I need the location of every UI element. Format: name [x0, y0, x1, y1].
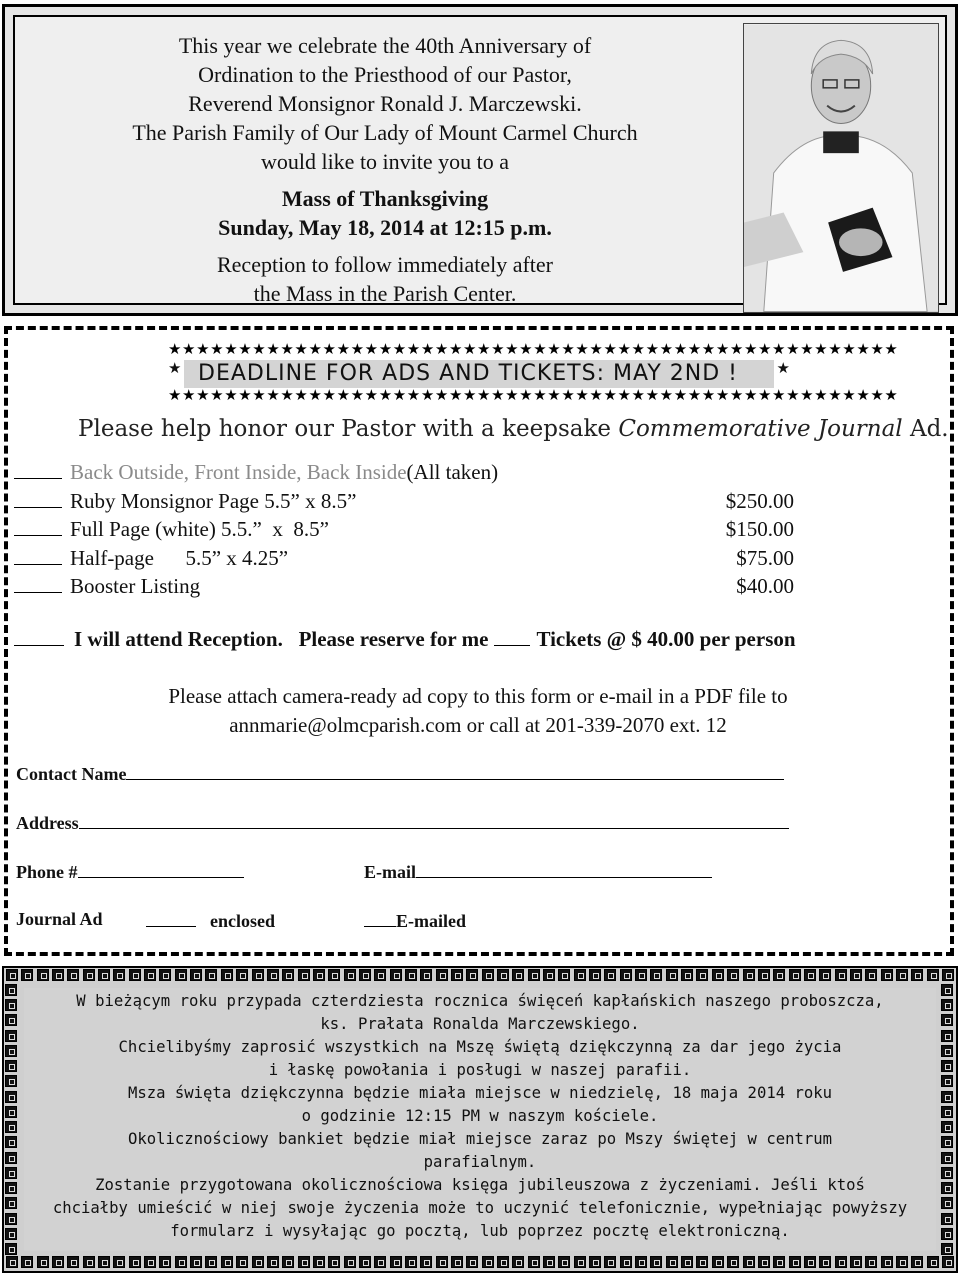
border-ornament-icon — [267, 1256, 279, 1268]
border-ornament-icon — [927, 969, 939, 981]
border-ornament-icon — [574, 969, 586, 981]
border-ornament-icon — [129, 1256, 141, 1268]
border-ornament-icon — [6, 1256, 18, 1268]
border-ornament-icon — [129, 969, 141, 981]
decorative-border-right — [941, 984, 955, 1255]
border-ornament-icon — [650, 1256, 662, 1268]
mass-date: Sunday, May 18, 2014 at 12:15 p.m. — [218, 215, 552, 240]
tickets-text: Tickets @ $ 40.00 per person — [536, 627, 796, 651]
border-ornament-icon — [927, 1256, 939, 1268]
border-ornament-icon — [5, 999, 17, 1011]
address-label: Address — [16, 813, 79, 833]
border-ornament-icon — [696, 1256, 708, 1268]
ad-option-row — [14, 572, 814, 601]
border-ornament-icon — [727, 1256, 739, 1268]
ad-options-list — [14, 458, 814, 601]
border-ornament-icon — [941, 1243, 953, 1255]
invitation-line: Ordination to the Priesthood of our Pastor, — [198, 62, 572, 87]
border-ornament-icon — [5, 984, 17, 996]
ad-option-row — [14, 515, 814, 544]
reception-attendance-row — [14, 626, 796, 652]
invitation-inner-frame — [13, 15, 947, 305]
star-icon: ★ — [776, 361, 790, 377]
border-ornament-icon — [5, 1197, 17, 1209]
border-ornament-icon — [5, 1060, 17, 1072]
border-ornament-icon — [528, 1256, 540, 1268]
border-ornament-icon — [420, 1256, 432, 1268]
border-ornament-icon — [374, 969, 386, 981]
border-ornament-icon — [911, 969, 923, 981]
enclosed-blank[interactable] — [146, 909, 196, 927]
contact-name-label: Contact Name — [16, 764, 127, 784]
journal-ad-order-form — [4, 326, 954, 956]
border-ornament-icon — [819, 969, 831, 981]
polish-line: Chcielibyśmy zaprosić wszystkich na Mszę świętą dziękczynną za dar jego życia — [118, 1038, 842, 1056]
border-ornament-icon — [681, 1256, 693, 1268]
ad-option-price: $150.00 — [725, 517, 794, 541]
border-ornament-icon — [37, 1256, 49, 1268]
border-ornament-icon — [221, 969, 233, 981]
border-ornament-icon — [451, 1256, 463, 1268]
journal-ad-heading — [78, 416, 949, 442]
ad-option-label: Ruby Monsignor Page 5.5” x 8.5” — [70, 488, 357, 513]
star-border-bottom: ★★★★★★★★★★★★★★★★★★★★★★★★★★★★★★★★★★★★★★★★★★★★★★★★★★★★ — [168, 388, 899, 404]
attach-instructions — [8, 682, 948, 740]
invitation-box — [2, 4, 958, 316]
border-ornament-icon — [881, 1256, 893, 1268]
polish-line: Okolicznościowy bankiet będzie miał miejsce zaraz po Mszy świętej w centrum — [127, 1130, 833, 1148]
border-ornament-icon — [52, 1256, 64, 1268]
ticket-count-blank[interactable] — [494, 626, 530, 646]
polish-line: parafialnym. — [423, 1153, 537, 1171]
border-ornament-icon — [83, 1256, 95, 1268]
border-ornament-icon — [635, 969, 647, 981]
ad-option-price: $40.00 — [736, 574, 794, 598]
border-ornament-icon — [543, 1256, 555, 1268]
decorative-border-left — [5, 984, 19, 1255]
email-input[interactable] — [416, 860, 712, 878]
attend-checkbox-blank[interactable] — [14, 626, 64, 646]
border-ornament-icon — [589, 1256, 601, 1268]
border-ornament-icon — [67, 969, 79, 981]
border-ornament-icon — [758, 969, 770, 981]
address-input[interactable] — [79, 811, 789, 829]
deadline-text: DEADLINE FOR ADS AND TICKETS: MAY 2ND ! — [184, 360, 774, 388]
border-ornament-icon — [5, 1152, 17, 1164]
ad-checkbox-blank[interactable] — [14, 459, 62, 479]
border-ornament-icon — [451, 969, 463, 981]
border-ornament-icon — [236, 969, 248, 981]
journal-ad-field — [16, 909, 103, 930]
border-ornament-icon — [941, 1213, 953, 1225]
border-ornament-icon — [205, 969, 217, 981]
border-ornament-icon — [5, 1014, 17, 1026]
border-ornament-icon — [727, 969, 739, 981]
border-ornament-icon — [5, 1045, 17, 1057]
border-ornament-icon — [5, 1243, 17, 1255]
star-border-top: ★★★★★★★★★★★★★★★★★★★★★★★★★★★★★★★★★★★★★★★★★★★★★★★★★★★★ — [168, 342, 899, 358]
border-ornament-icon — [83, 969, 95, 981]
emailed-blank[interactable] — [364, 909, 396, 927]
invitation-line: This year we celebrate the 40th Anniversary of — [178, 33, 592, 58]
polish-announcement-box — [2, 966, 958, 1273]
phone-input[interactable] — [78, 860, 244, 878]
border-ornament-icon — [98, 1256, 110, 1268]
pastor-portrait-photo — [743, 23, 939, 313]
ad-checkbox-blank[interactable] — [14, 545, 62, 565]
border-ornament-icon — [21, 1256, 33, 1268]
ad-option-label: Half-page 5.5” x 4.25” — [70, 545, 289, 570]
border-ornament-icon — [113, 1256, 125, 1268]
border-ornament-icon — [941, 1228, 953, 1240]
border-ornament-icon — [282, 969, 294, 981]
border-ornament-icon — [5, 1182, 17, 1194]
help-italic: Commemorative Journal — [618, 416, 903, 442]
border-ornament-icon — [390, 969, 402, 981]
border-ornament-icon — [804, 969, 816, 981]
polish-line: ks. Prałata Ronalda Marczewskiego. — [320, 1015, 640, 1033]
border-ornament-icon — [113, 969, 125, 981]
email-field — [364, 860, 712, 883]
ad-option-label: Booster Listing — [70, 574, 201, 598]
border-ornament-icon — [144, 969, 156, 981]
border-ornament-icon — [850, 1256, 862, 1268]
border-ornament-icon — [5, 1136, 17, 1148]
border-ornament-icon — [482, 1256, 494, 1268]
ad-option-row — [14, 487, 814, 516]
enclosed-label: enclosed — [210, 911, 275, 931]
emailed-label: E-mailed — [396, 911, 466, 931]
border-ornament-icon — [313, 1256, 325, 1268]
polish-line: Zostanie przygotowana okolicznościowa księga jubileuszowa z życzeniami. Jeśli ktoś — [95, 1176, 865, 1194]
border-ornament-icon — [313, 969, 325, 981]
border-ornament-icon — [896, 1256, 908, 1268]
border-ornament-icon — [5, 1091, 17, 1103]
border-ornament-icon — [543, 969, 555, 981]
border-ornament-icon — [252, 1256, 264, 1268]
border-ornament-icon — [298, 1256, 310, 1268]
border-ornament-icon — [941, 1060, 953, 1072]
star-icon: ★ — [168, 361, 182, 377]
border-ornament-icon — [865, 1256, 877, 1268]
border-ornament-icon — [911, 1256, 923, 1268]
invitation-line: The Parish Family of Our Lady of Mount Carmel Church — [132, 120, 638, 145]
phone-field — [16, 860, 244, 883]
reception-line: the Mass in the Parish Center. — [253, 281, 517, 306]
border-ornament-icon — [941, 1075, 953, 1087]
enclosed-option — [146, 909, 275, 932]
border-ornament-icon — [405, 1256, 417, 1268]
border-ornament-icon — [5, 1228, 17, 1240]
ad-option-price: $250.00 — [725, 488, 794, 513]
border-ornament-icon — [881, 969, 893, 981]
ad-checkbox-blank[interactable] — [14, 516, 62, 536]
border-ornament-icon — [804, 1256, 816, 1268]
polish-text — [24, 990, 936, 1243]
border-ornament-icon — [743, 969, 755, 981]
invitation-text — [15, 31, 755, 308]
border-ornament-icon — [941, 1091, 953, 1103]
border-ornament-icon — [558, 1256, 570, 1268]
border-ornament-icon — [819, 1256, 831, 1268]
address-field — [16, 811, 789, 834]
ad-option-label: Full Page (white) 5.5.” x 8.5” — [70, 517, 329, 541]
portrait-illustration — [744, 24, 938, 312]
border-ornament-icon — [941, 1182, 953, 1194]
border-ornament-icon — [743, 1256, 755, 1268]
border-ornament-icon — [789, 1256, 801, 1268]
border-ornament-icon — [5, 1167, 17, 1179]
border-ornament-icon — [941, 999, 953, 1011]
border-ornament-icon — [896, 969, 908, 981]
border-ornament-icon — [835, 1256, 847, 1268]
border-ornament-icon — [712, 969, 724, 981]
border-ornament-icon — [466, 1256, 478, 1268]
border-ornament-icon — [497, 1256, 509, 1268]
border-ornament-icon — [328, 1256, 340, 1268]
border-ornament-icon — [850, 969, 862, 981]
decorative-border-bottom — [4, 1256, 956, 1270]
border-ornament-icon — [144, 1256, 156, 1268]
ad-checkbox-blank[interactable] — [14, 573, 62, 593]
attach-line: Please attach camera-ready ad copy to this form or e-mail in a PDF file to — [168, 684, 788, 708]
border-ornament-icon — [589, 969, 601, 981]
border-ornament-icon — [773, 969, 785, 981]
border-ornament-icon — [941, 1014, 953, 1026]
border-ornament-icon — [497, 969, 509, 981]
border-ornament-icon — [604, 1256, 616, 1268]
border-ornament-icon — [298, 969, 310, 981]
border-ornament-icon — [558, 969, 570, 981]
ad-option-row — [14, 544, 814, 573]
mass-title: Mass of Thanksgiving — [281, 186, 489, 211]
ad-option-price: $75.00 — [736, 545, 794, 570]
border-ornament-icon — [574, 1256, 586, 1268]
contact-name-input[interactable] — [126, 762, 784, 780]
ad-option-label: (All taken) — [406, 460, 499, 484]
border-ornament-icon — [942, 969, 954, 981]
polish-line: W bieżącym roku przypada czterdziesta rocznica święceń kapłańskich naszego proboszcza, — [76, 992, 884, 1010]
border-ornament-icon — [328, 969, 340, 981]
border-ornament-icon — [666, 969, 678, 981]
border-ornament-icon — [865, 969, 877, 981]
border-ornament-icon — [359, 1256, 371, 1268]
ad-option-label-gray: Back Outside, Front Inside, Back Inside — [70, 460, 407, 484]
journal-ad-label: Journal Ad — [16, 909, 103, 929]
border-ornament-icon — [52, 969, 64, 981]
border-ornament-icon — [190, 1256, 202, 1268]
help-end: Ad. — [902, 416, 949, 442]
border-ornament-icon — [620, 1256, 632, 1268]
border-ornament-icon — [5, 1075, 17, 1087]
ad-checkbox-blank[interactable] — [14, 488, 62, 508]
border-ornament-icon — [941, 1167, 953, 1179]
border-ornament-icon — [835, 969, 847, 981]
border-ornament-icon — [942, 1256, 954, 1268]
border-ornament-icon — [37, 969, 49, 981]
border-ornament-icon — [236, 1256, 248, 1268]
border-ornament-icon — [620, 969, 632, 981]
border-ornament-icon — [159, 969, 171, 981]
border-ornament-icon — [635, 1256, 647, 1268]
border-ornament-icon — [941, 1197, 953, 1209]
polish-text-panel — [24, 988, 936, 1251]
border-ornament-icon — [941, 1121, 953, 1133]
border-ornament-icon — [941, 1030, 953, 1042]
border-ornament-icon — [941, 984, 953, 996]
border-ornament-icon — [359, 969, 371, 981]
border-ornament-icon — [941, 1045, 953, 1057]
ad-option-row — [14, 458, 814, 487]
help-text: Please help honor our Pastor with a keepsake — [78, 416, 619, 442]
border-ornament-icon — [436, 1256, 448, 1268]
phone-label: Phone # — [16, 862, 78, 882]
border-ornament-icon — [405, 969, 417, 981]
invitation-line: would like to invite you to a — [260, 149, 510, 174]
polish-line: o godzinie 12:15 PM w naszym kościele. — [301, 1107, 659, 1125]
border-ornament-icon — [98, 969, 110, 981]
invitation-line: Reverend Monsignor Ronald J. Marczewski. — [188, 91, 582, 116]
border-ornament-icon — [758, 1256, 770, 1268]
border-ornament-icon — [390, 1256, 402, 1268]
border-ornament-icon — [482, 969, 494, 981]
border-ornament-icon — [175, 1256, 187, 1268]
reception-line: Reception to follow immediately after — [216, 252, 553, 277]
border-ornament-icon — [789, 969, 801, 981]
border-ornament-icon — [221, 1256, 233, 1268]
email-label: E-mail — [364, 862, 416, 882]
border-ornament-icon — [267, 969, 279, 981]
border-ornament-icon — [512, 969, 524, 981]
emailed-option — [364, 909, 466, 932]
border-ornament-icon — [773, 1256, 785, 1268]
border-ornament-icon — [6, 969, 18, 981]
border-ornament-icon — [374, 1256, 386, 1268]
border-ornament-icon — [712, 1256, 724, 1268]
border-ornament-icon — [344, 1256, 356, 1268]
border-ornament-icon — [175, 969, 187, 981]
border-ornament-icon — [512, 1256, 524, 1268]
border-ornament-icon — [466, 969, 478, 981]
border-ornament-icon — [282, 1256, 294, 1268]
deadline-banner — [168, 360, 790, 388]
border-ornament-icon — [650, 969, 662, 981]
border-ornament-icon — [666, 1256, 678, 1268]
border-ornament-icon — [67, 1256, 79, 1268]
polish-line: Msza święta dziękczynna będzie miała miejsce w niedzielę, 18 maja 2014 roku — [127, 1084, 833, 1102]
border-ornament-icon — [604, 969, 616, 981]
border-ornament-icon — [681, 969, 693, 981]
border-ornament-icon — [159, 1256, 171, 1268]
border-ornament-icon — [5, 1106, 17, 1118]
border-ornament-icon — [436, 969, 448, 981]
polish-line: chciałby umieścić w niej swoje życzenia może to uczynić telefonicznie, wypełniając powyższy — [52, 1199, 908, 1217]
border-ornament-icon — [21, 969, 33, 981]
border-ornament-icon — [5, 1213, 17, 1225]
border-ornament-icon — [941, 1136, 953, 1148]
border-ornament-icon — [941, 1152, 953, 1164]
polish-line: i łaskę powołania i posługi w naszej parafii. — [268, 1061, 692, 1079]
polish-line: formularz i wysyłając go pocztą, lub poprzez pocztę elektroniczną. — [170, 1222, 790, 1240]
border-ornament-icon — [941, 1106, 953, 1118]
border-ornament-icon — [252, 969, 264, 981]
attach-line: annmarie@olmcparish.com or call at 201-339-2070 ext. 12 — [229, 713, 727, 737]
border-ornament-icon — [5, 1121, 17, 1133]
decorative-border-top — [4, 969, 956, 983]
contact-name-field — [16, 762, 784, 785]
border-ornament-icon — [528, 969, 540, 981]
border-ornament-icon — [696, 969, 708, 981]
border-ornament-icon — [190, 969, 202, 981]
border-ornament-icon — [5, 1030, 17, 1042]
border-ornament-icon — [420, 969, 432, 981]
attend-text: I will attend Reception. Please reserve for me — [74, 627, 489, 651]
border-ornament-icon — [344, 969, 356, 981]
border-ornament-icon — [205, 1256, 217, 1268]
